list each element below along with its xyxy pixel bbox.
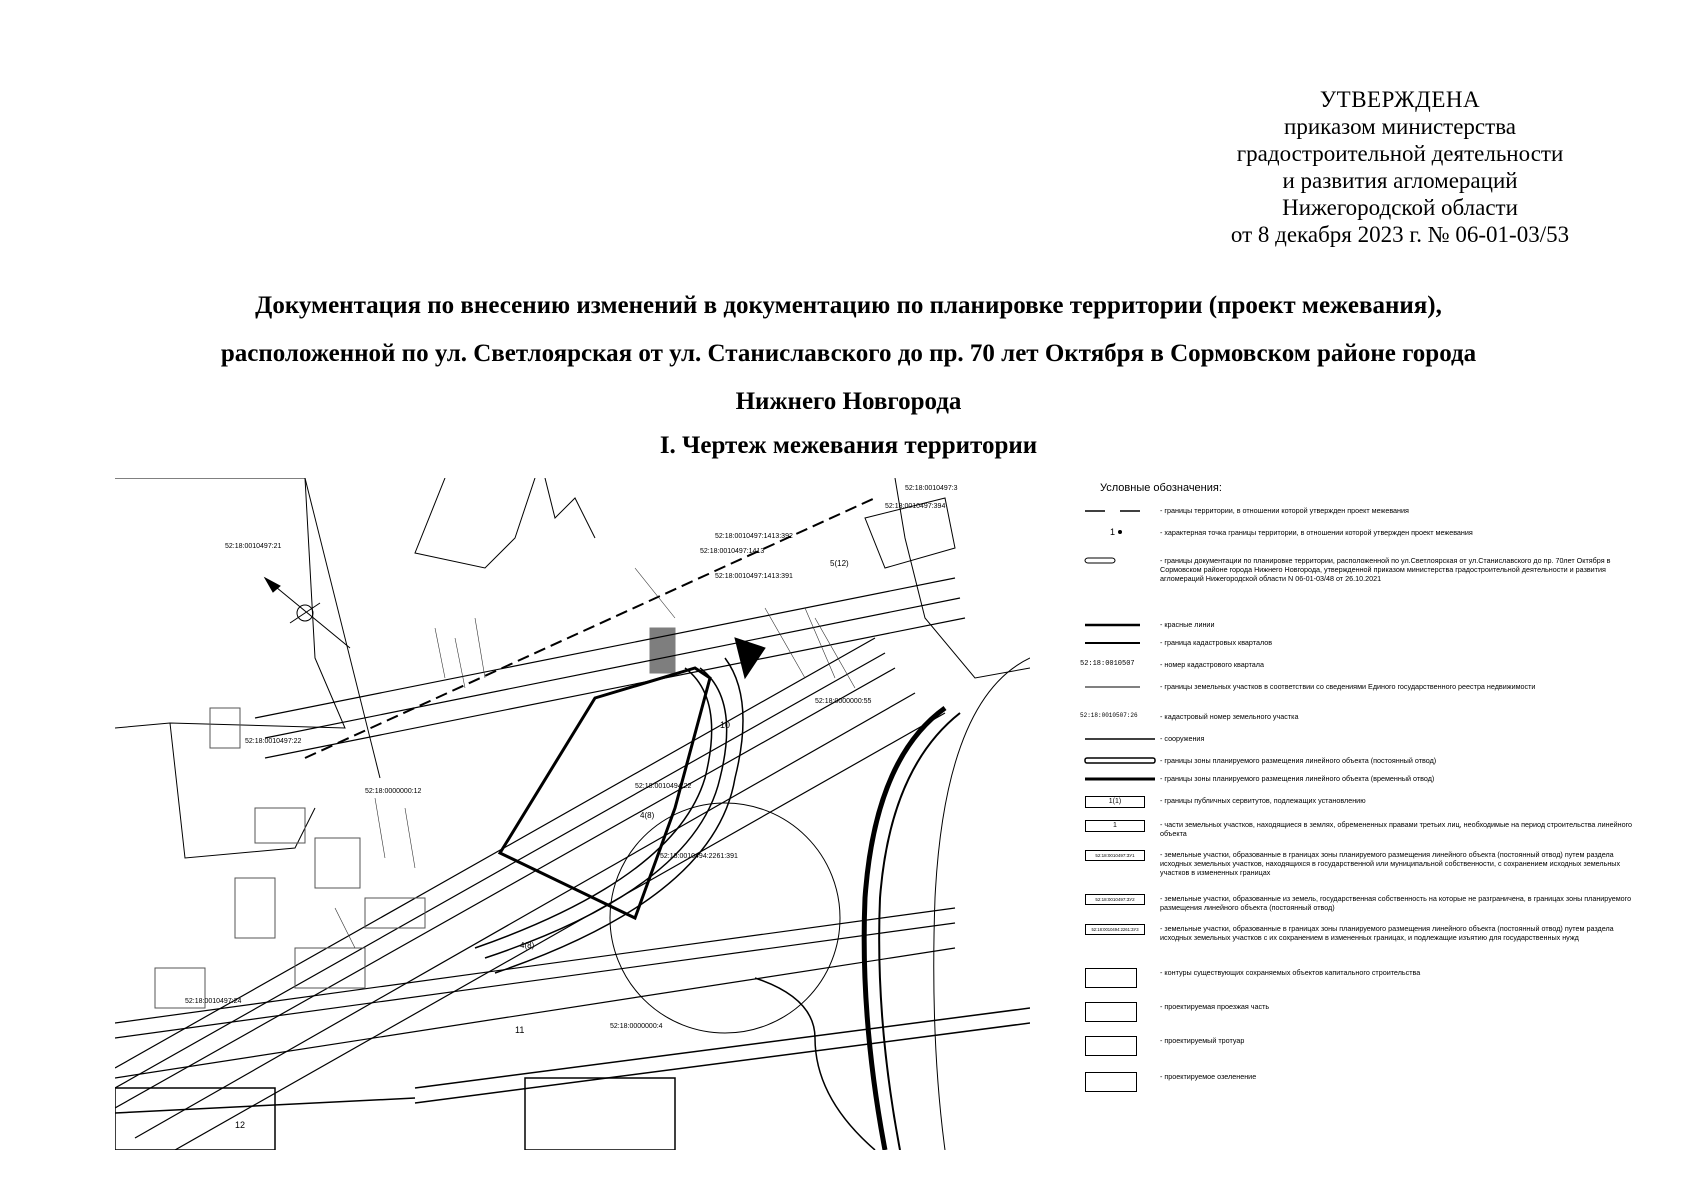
map-label: 12 [235, 1120, 246, 1130]
approval-line: и развития агломераций [1282, 168, 1518, 193]
legend-text: - земельные участки, образованные из земель, государственная собственность на которые не разграничена, в границах зоны планируемого размещения линейного объекта (постоянный отвод) [1160, 894, 1632, 912]
legend-text: - части земельных участков, находящиеся в землях, обремененных правами третьих лиц, необходимые на период строительства линейного объекта [1160, 820, 1633, 838]
approval-line: градостроительной деятельности [1236, 141, 1564, 166]
map-label: 52:18:0000000:12 [365, 788, 422, 795]
legend [1080, 482, 1640, 1102]
legend-symbol-temporary-zone [1080, 774, 1160, 796]
legend-item [1080, 850, 1640, 894]
legend-item [1080, 924, 1640, 968]
legend-text: - контуры существующих сохраняемых объектов капитального строительства [1160, 968, 1421, 977]
map-label: 52:18:0010497:1413:391 [715, 573, 793, 580]
legend-item [1080, 638, 1640, 660]
legend-item [1080, 528, 1640, 556]
legend-text: - проектируемая проезжая часть [1160, 1002, 1270, 1011]
map-label: 52:18:0010497:21 [225, 543, 282, 550]
legend-symbol-permanent-zone [1080, 756, 1160, 774]
legend-text: - проектируемое озеленение [1160, 1072, 1257, 1081]
legend-item [1080, 556, 1640, 620]
parcel-boundary [545, 478, 595, 538]
map-label: 4(8) [640, 811, 655, 820]
cadastral-map-svg [115, 478, 1030, 1150]
legend-text: - границы зоны планируемого размещения линейного объекта (постоянный отвод) [1160, 756, 1437, 765]
parcel-boundary [305, 478, 380, 778]
legend-item [1080, 774, 1640, 796]
legend-item [1080, 620, 1640, 638]
document-title [60, 282, 1637, 426]
legend-text: - сооружения [1160, 734, 1205, 743]
legend-symbol-parcel-number: 52:18:0010507:26 [1080, 712, 1138, 719]
parcel-boundary [415, 478, 535, 568]
legend-text: - границы публичных сервитутов, подлежащих установлению [1160, 796, 1366, 805]
legend-text: - земельные участки, образованные в границах зоны планируемого размещения линейного объекта (постоянный отвод) путем раздела исходных земельных участков, находящихся в государственной или муниципальной собственности, с сохранением исходных земельных участков в измененных границах [1160, 850, 1621, 877]
legend-text: - граница кадастровых кварталов [1160, 638, 1273, 647]
ramp-roads [475, 658, 1030, 1150]
legend-symbol-encumbered-part: 1 [1080, 820, 1160, 850]
terrain-marks [335, 568, 855, 948]
legend-symbol-formed-parcel-2: 52:18:0010497:ЗУ2 [1080, 894, 1160, 924]
legend-text: - границы зоны планируемого размещения линейного объекта (временный отвод) [1160, 774, 1435, 783]
legend-text: - проектируемый тротуар [1160, 1036, 1245, 1045]
legend-item [1080, 506, 1640, 528]
map-label: 52:18:0010497:1413:392 [715, 533, 793, 540]
map-label: 52:18:0010497:394 [885, 503, 946, 510]
approval-line: приказом министерства [1284, 114, 1516, 139]
legend-symbol-sidewalk [1080, 1036, 1160, 1072]
legend-item [1080, 1002, 1640, 1036]
section-heading: I. Чертеж межевания территории [659, 432, 1038, 459]
legend-symbol-structure [1080, 734, 1160, 756]
legend-title: Условные обозначения: [1100, 482, 1222, 494]
legend-item [1080, 660, 1640, 682]
map-label: 52:18:0010497:3 [905, 485, 958, 492]
map-label: 52:18:0000000:55 [815, 698, 872, 705]
map-label: 4(8) [520, 941, 535, 950]
legend-symbol-red-line [1080, 620, 1160, 638]
map-label: 5(12) [830, 559, 849, 568]
legend-symbol-carriageway [1080, 1002, 1160, 1036]
legend-item [1080, 682, 1640, 712]
map-label: 10 [720, 720, 731, 730]
map-label: 52:18:0010494:2261:391 [660, 853, 738, 860]
legend-text: - номер кадастрового квартала [1160, 660, 1264, 669]
legend-symbol-thin-line [1080, 682, 1160, 712]
approval-line: Нижегородской области [1282, 195, 1518, 220]
legend-item [1080, 894, 1640, 924]
legend-item [1080, 1072, 1640, 1102]
parcel-boundary [115, 478, 345, 728]
hatched-area [735, 638, 765, 678]
legend-text: - земельные участки, образованные в границах зоны планируемого размещения линейного объекта (постоянный отвод) путем раздела исходных земельных участков с их сохранением в измененных границах, и подлежащие изъятию для государственных нужд [1160, 924, 1614, 942]
map-label: 52:18:0010497:24 [185, 998, 242, 1005]
map-label: 52:18:0010494:22 [635, 783, 692, 790]
legend-text: - границы территории, в отношении которой утвержден проект межевания [1160, 506, 1409, 515]
approval-block [1180, 86, 1620, 248]
legend-item [1080, 712, 1640, 734]
title-line: Нижнего Новгорода [735, 388, 962, 415]
parcel-4-8 [500, 668, 710, 918]
legend-symbol-rounded-border [1080, 556, 1160, 620]
map-label: 52:18:0010497:22 [245, 738, 302, 745]
map-label: 52:18:0000000:4 [610, 1023, 663, 1030]
legend-item [1080, 1036, 1640, 1072]
legend-symbol-existing-building [1080, 968, 1160, 1002]
hatched-block [650, 628, 675, 673]
legend-symbol-formed-parcel-1: 52:18:0010497:ЗУ1 [1080, 850, 1160, 894]
legend-text: - характерная точка границы территории, в отношении которой утвержден проект межевания [1160, 528, 1473, 537]
road-corridor [115, 578, 965, 1150]
legend-text: - кадастровый номер земельного участка [1160, 712, 1299, 721]
legend-symbol-quarter-number: 52:18:0010507 [1080, 660, 1135, 668]
legend-symbol-point: 1 [1080, 528, 1160, 556]
map-label: 11 [515, 1025, 525, 1035]
legend-symbol-dashed-line [1080, 506, 1160, 528]
legend-text: - границы земельных участков в соответствии со сведениями Единого государственного реестра недвижимости [1160, 682, 1536, 691]
north-arrow-icon [265, 578, 350, 648]
approval-heading: УТВЕРЖДЕНА [1319, 87, 1481, 112]
legend-symbol-easement: 1(1) [1080, 796, 1160, 820]
legend-item [1080, 820, 1640, 850]
legend-item [1080, 968, 1640, 1002]
legend-symbol-formed-parcel-3: 52:18:0010494:2261:ЗУ3 [1080, 924, 1160, 968]
legend-text: - красные линии [1160, 620, 1215, 629]
title-line: Документация по внесению изменений в документацию по планировке территории (проект межевания), [255, 292, 1442, 319]
cadastral-drawing [115, 478, 1030, 1150]
legend-symbol-quarter-line [1080, 638, 1160, 660]
legend-symbol-greenery [1080, 1072, 1160, 1102]
legend-item [1080, 734, 1640, 756]
title-line: расположенной по ул. Светлоярская от ул. Станиславского до пр. 70 лет Октября в Сормовском районе города [220, 340, 1477, 367]
legend-item [1080, 756, 1640, 774]
legend-text: - границы документации по планировке территории, расположенной по ул.Светлоярская от ул.Станиславского до пр. 70лет Октября в Сормовском районе города Нижнего Новгорода, утвержденной приказом министерства градостроительной деятельности и развития агломераций Нижегородской области N 06-01-03/48 от 26.10.2021 [1160, 556, 1611, 583]
legend-item [1080, 796, 1640, 820]
map-label: 52:18:0010497:1413 [700, 548, 765, 555]
bottom-structures [115, 1008, 1030, 1150]
approval-date-number: от 8 декабря 2023 г. № 06-01-03/53 [1230, 222, 1570, 247]
